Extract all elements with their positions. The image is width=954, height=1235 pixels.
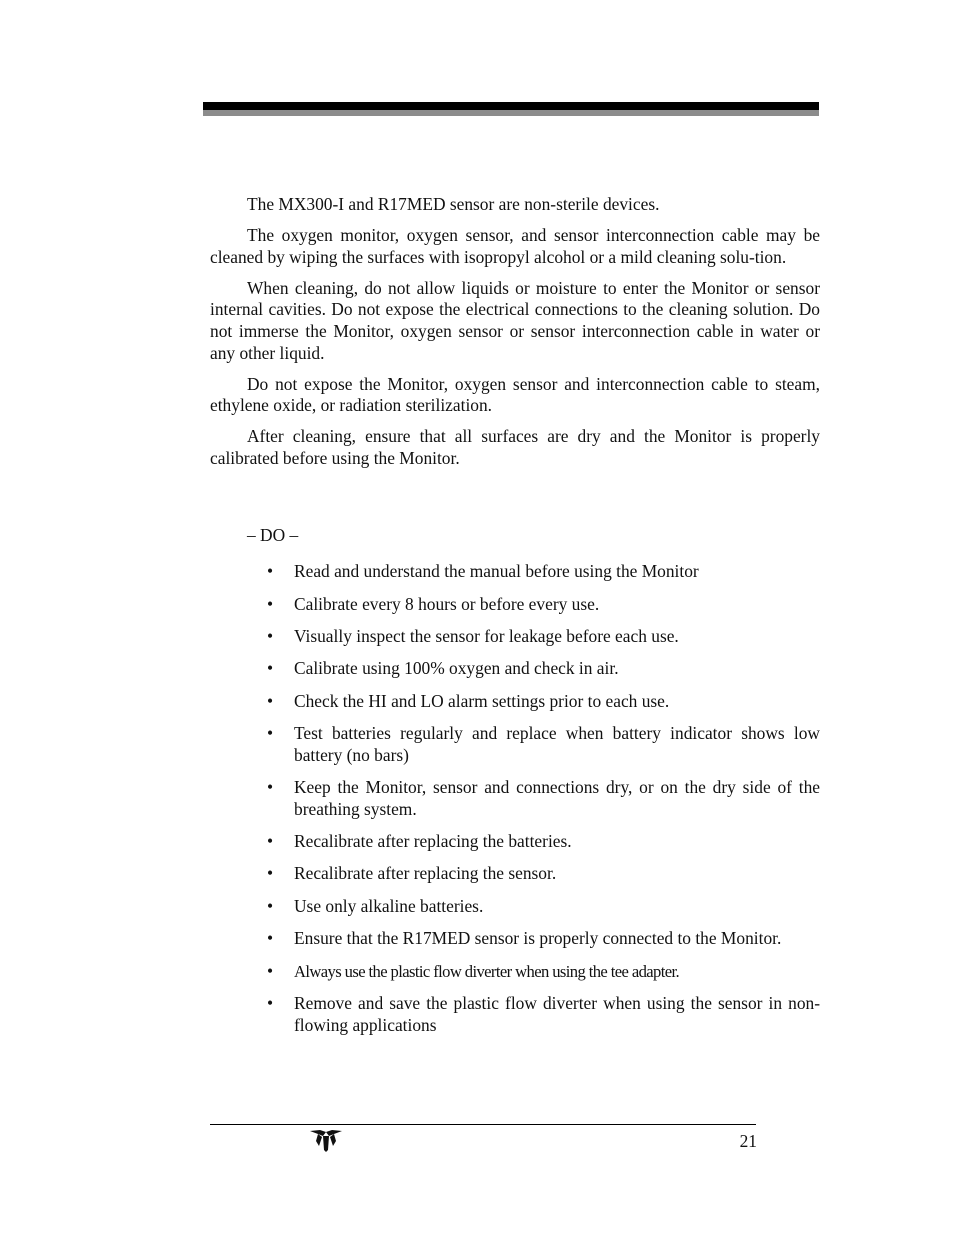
list-item <box>210 961 820 983</box>
list-item <box>210 561 820 583</box>
list-item <box>210 831 820 853</box>
paragraph-cleaning-method: The oxygen monitor, oxygen sensor, and sensor interconnection cable may be cleaned by wiping the surfaces with isopropyl alcohol or a mild cleaning solu-tion. <box>210 225 820 267</box>
teledyne-logo-icon <box>307 1128 345 1152</box>
list-item <box>210 896 820 918</box>
do-list <box>210 561 820 1036</box>
list-item-text: Recalibrate after replacing the batteries. <box>294 831 572 852</box>
bullet-icon: • <box>267 960 274 981</box>
list-item-text: Keep the Monitor, sensor and connections dry, or on the dry side of the breathing system. <box>294 777 820 819</box>
paragraph-after-cleaning: After cleaning, ensure that all surfaces are dry and the Monitor is properly calibrated before using the Monitor. <box>210 426 820 468</box>
list-item <box>210 691 820 713</box>
bullet-icon: • <box>267 928 274 949</box>
do-heading: – DO – <box>247 524 299 545</box>
list-item-text: Read and understand the manual before using the Monitor <box>294 561 699 582</box>
paragraph-sterilization-warning: Do not expose the Monitor, oxygen sensor and interconnection cable to steam, ethylene oxide, or radiation sterilization. <box>210 373 820 416</box>
bullet-icon: • <box>267 593 274 614</box>
paragraph-cleaning-precautions: When cleaning, do not allow liquids or moisture to enter the Monitor or sensor internal cavities. Do not expose the electrical connections to the cleaning solution. Do not immerse the Monitor, oxygen sensor or sensor interconnection cable in water or any other liquid. <box>210 277 820 363</box>
footer-rule <box>210 1124 756 1125</box>
bullet-icon: • <box>267 625 274 646</box>
paragraph-non-sterile: The MX300-I and R17MED sensor are non-sterile devices. <box>247 194 660 214</box>
header-rule <box>203 102 819 110</box>
list-item <box>210 928 820 950</box>
list-item <box>210 658 820 680</box>
bullet-icon: • <box>267 777 274 798</box>
bullet-icon: • <box>267 723 274 744</box>
list-item <box>210 594 820 616</box>
list-item-text: Use only alkaline batteries. <box>294 895 484 916</box>
list-item-text: Recalibrate after replacing the sensor. <box>294 863 557 884</box>
bullet-icon: • <box>267 993 274 1013</box>
list-item <box>210 993 820 1036</box>
list-item-text: Check the HI and LO alarm settings prior to each use. <box>294 690 670 711</box>
list-item <box>210 626 820 648</box>
list-item-text: Calibrate every 8 hours or before every use. <box>294 593 600 614</box>
list-item-text: Always use the plastic flow diverter when using the tee adapter. <box>294 961 680 981</box>
bullet-icon: • <box>267 561 274 582</box>
list-item-text: Calibrate using 100% oxygen and check in air. <box>294 658 619 679</box>
bullet-icon: • <box>267 658 274 679</box>
list-item-text: Test batteries regularly and replace when battery indicator shows low battery (no bars) <box>294 723 820 765</box>
header-rule-shadow <box>203 110 819 116</box>
list-item-text: Ensure that the R17MED sensor is properly connected to the Monitor. <box>294 928 782 949</box>
bullet-icon: • <box>267 895 274 916</box>
list-item <box>210 863 820 885</box>
bullet-icon: • <box>267 831 274 852</box>
list-item-text: Visually inspect the sensor for leakage before each use. <box>294 625 679 646</box>
bullet-icon: • <box>267 863 274 884</box>
list-item <box>210 723 820 766</box>
list-item <box>210 777 820 820</box>
bullet-icon: • <box>267 690 274 711</box>
list-item-text: Remove and save the plastic flow diverter when using the sensor in non-flowing applications <box>294 993 820 1035</box>
page-number: 21 <box>739 1131 757 1151</box>
page-body <box>210 194 820 1047</box>
